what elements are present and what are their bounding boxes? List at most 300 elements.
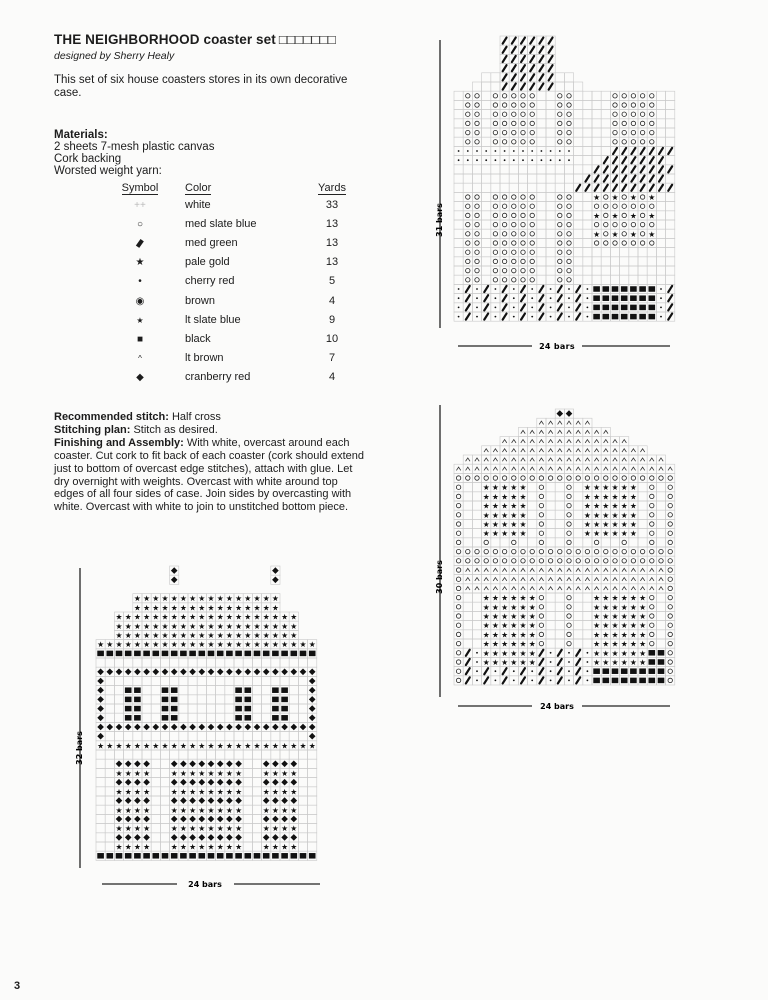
svg-text:★: ★ <box>207 612 215 622</box>
svg-text:★: ★ <box>115 621 123 631</box>
svg-text:★: ★ <box>620 529 628 539</box>
svg-text:★: ★ <box>244 594 252 604</box>
svg-text:★: ★ <box>611 193 619 203</box>
svg-text:★: ★ <box>510 593 518 603</box>
svg-text:★: ★ <box>115 612 123 622</box>
svg-text:★: ★ <box>491 621 499 631</box>
legend-color: med slate blue <box>185 217 257 230</box>
svg-text:★: ★ <box>143 787 151 797</box>
svg-text:★: ★ <box>271 805 279 815</box>
svg-text:★: ★ <box>179 603 187 613</box>
svg-text:★: ★ <box>510 648 518 658</box>
legend-yards: 4 <box>328 371 336 384</box>
svg-text:★: ★ <box>602 602 610 612</box>
svg-text:★: ★ <box>115 631 123 641</box>
svg-text:★: ★ <box>253 594 261 604</box>
svg-text:★: ★ <box>491 658 499 668</box>
instruction-finishing: Finishing and Assembly: With white, overcast around each coaster. Cut cork to fit back of each coaster (cork should extend just to bottom of overcast edge stitches), attach with glue. Let dry overnight with weights. Overcast with white around top edges of all four sides of case. Join sides by overcasting with white. Overcast with white to join to unstitched bottom piece. <box>54 436 364 514</box>
svg-text:★: ★ <box>629 612 637 622</box>
svg-text:★: ★ <box>115 741 123 751</box>
svg-text:★: ★ <box>510 612 518 622</box>
svg-text:★: ★ <box>528 593 536 603</box>
svg-text:★: ★ <box>281 769 289 779</box>
svg-text:★: ★ <box>629 602 637 612</box>
svg-text:★: ★ <box>501 658 509 668</box>
title-boxes: □□□□□□□ <box>278 32 336 47</box>
dot-symbol-icon: • <box>138 276 142 288</box>
svg-text:★: ★ <box>244 621 252 631</box>
svg-text:★: ★ <box>133 603 141 613</box>
svg-text:★: ★ <box>106 640 114 650</box>
svg-text:★: ★ <box>593 639 601 649</box>
svg-text:★: ★ <box>281 842 289 852</box>
legend-row <box>95 214 367 233</box>
svg-text:★: ★ <box>620 593 628 603</box>
svg-text:★: ★ <box>161 594 169 604</box>
svg-text:★: ★ <box>133 842 141 852</box>
svg-text:★: ★ <box>602 593 610 603</box>
svg-text:★: ★ <box>299 741 307 751</box>
svg-text:★: ★ <box>143 741 151 751</box>
svg-text:★: ★ <box>593 602 601 612</box>
svg-text:★: ★ <box>198 805 206 815</box>
legend-yards: 13 <box>325 256 339 269</box>
svg-text:★: ★ <box>510 520 518 530</box>
legend-yards: 7 <box>328 352 336 365</box>
svg-text:★: ★ <box>143 631 151 641</box>
svg-text:★: ★ <box>115 787 123 797</box>
svg-text:★: ★ <box>281 612 289 622</box>
svg-text:★: ★ <box>115 640 123 650</box>
svg-text:★: ★ <box>593 621 601 631</box>
svg-text:★: ★ <box>216 612 224 622</box>
svg-text:★: ★ <box>308 640 316 650</box>
legend-color: cranberry red <box>185 371 251 384</box>
svg-text:★: ★ <box>143 603 151 613</box>
svg-text:★: ★ <box>482 501 490 511</box>
legend-row <box>95 195 367 214</box>
svg-text:★: ★ <box>244 612 252 622</box>
plus-symbol-icon: ++ <box>134 199 146 211</box>
svg-text:★: ★ <box>170 621 178 631</box>
svg-text:★: ★ <box>170 612 178 622</box>
svg-text:★: ★ <box>602 510 610 520</box>
legend-header-row <box>95 181 367 195</box>
svg-text:★: ★ <box>207 842 215 852</box>
svg-text:★: ★ <box>281 621 289 631</box>
svg-text:★: ★ <box>271 824 279 834</box>
legend-yards: 13 <box>325 217 339 230</box>
slash-symbol-icon: ▮ <box>134 237 146 250</box>
legend-row <box>95 368 367 387</box>
svg-text:★: ★ <box>225 631 233 641</box>
square-symbol-icon: ■ <box>136 333 144 345</box>
chart-height-label: 30 bars <box>435 560 444 594</box>
svg-text:★: ★ <box>602 621 610 631</box>
svg-text:★: ★ <box>593 520 601 530</box>
svg-text:★: ★ <box>207 594 215 604</box>
coaster-chart-top-right <box>432 30 682 360</box>
svg-text:★: ★ <box>170 631 178 641</box>
svg-text:★: ★ <box>602 612 610 622</box>
svg-text:★: ★ <box>244 603 252 613</box>
small-star-symbol-icon: ★ <box>136 315 144 325</box>
svg-text:★: ★ <box>124 824 132 834</box>
svg-text:★: ★ <box>207 787 215 797</box>
svg-text:★: ★ <box>501 492 509 502</box>
svg-text:★: ★ <box>620 612 628 622</box>
svg-text:★: ★ <box>510 658 518 668</box>
svg-text:★: ★ <box>152 621 160 631</box>
svg-text:★: ★ <box>207 621 215 631</box>
svg-text:★: ★ <box>611 510 619 520</box>
svg-text:★: ★ <box>639 658 647 668</box>
instruction-plan: Stitching plan: Stitch as desired. <box>54 423 218 436</box>
svg-text:★: ★ <box>519 501 527 511</box>
svg-text:★: ★ <box>207 769 215 779</box>
svg-text:★: ★ <box>179 842 187 852</box>
svg-text:★: ★ <box>593 483 601 493</box>
legend-yards: 9 <box>328 313 336 326</box>
svg-text:★: ★ <box>528 648 536 658</box>
svg-text:★: ★ <box>501 621 509 631</box>
svg-text:★: ★ <box>216 769 224 779</box>
svg-text:★: ★ <box>629 211 637 221</box>
svg-text:★: ★ <box>519 510 527 520</box>
canvas-grid <box>96 566 317 860</box>
svg-text:★: ★ <box>189 787 197 797</box>
svg-text:★: ★ <box>482 612 490 622</box>
svg-text:★: ★ <box>97 640 105 650</box>
svg-text:★: ★ <box>611 593 619 603</box>
svg-text:★: ★ <box>290 842 298 852</box>
svg-text:★: ★ <box>629 630 637 640</box>
svg-text:★: ★ <box>482 529 490 539</box>
svg-text:★: ★ <box>161 741 169 751</box>
svg-text:★: ★ <box>189 769 197 779</box>
svg-text:★: ★ <box>528 612 536 622</box>
svg-text:★: ★ <box>235 594 243 604</box>
svg-text:★: ★ <box>620 648 628 658</box>
svg-text:★: ★ <box>189 612 197 622</box>
svg-text:★: ★ <box>501 639 509 649</box>
svg-text:★: ★ <box>491 602 499 612</box>
svg-text:★: ★ <box>611 483 619 493</box>
svg-text:★: ★ <box>491 630 499 640</box>
svg-text:★: ★ <box>611 648 619 658</box>
svg-text:★: ★ <box>482 648 490 658</box>
svg-text:★: ★ <box>143 594 151 604</box>
svg-text:★: ★ <box>501 602 509 612</box>
legend-yards: 13 <box>325 236 339 249</box>
svg-text:★: ★ <box>583 501 591 511</box>
svg-text:★: ★ <box>501 510 509 520</box>
svg-text:★: ★ <box>253 621 261 631</box>
svg-text:★: ★ <box>216 603 224 613</box>
svg-text:★: ★ <box>124 621 132 631</box>
svg-text:★: ★ <box>519 658 527 668</box>
svg-text:★: ★ <box>629 229 637 239</box>
svg-text:★: ★ <box>161 603 169 613</box>
svg-text:★: ★ <box>510 621 518 631</box>
svg-text:★: ★ <box>115 805 123 815</box>
svg-text:★: ★ <box>143 824 151 834</box>
svg-text:★: ★ <box>519 648 527 658</box>
svg-text:★: ★ <box>143 842 151 852</box>
svg-text:★: ★ <box>207 824 215 834</box>
legend-yards: 33 <box>325 198 339 211</box>
svg-text:★: ★ <box>629 492 637 502</box>
svg-text:★: ★ <box>253 612 261 622</box>
svg-text:★: ★ <box>161 640 169 650</box>
svg-text:★: ★ <box>152 594 160 604</box>
svg-text:★: ★ <box>262 787 270 797</box>
svg-text:★: ★ <box>491 520 499 530</box>
svg-text:★: ★ <box>620 483 628 493</box>
svg-text:★: ★ <box>262 842 270 852</box>
svg-text:★: ★ <box>639 648 647 658</box>
svg-text:★: ★ <box>262 612 270 622</box>
svg-text:★: ★ <box>602 529 610 539</box>
svg-text:★: ★ <box>115 842 123 852</box>
svg-text:★: ★ <box>143 769 151 779</box>
svg-text:★: ★ <box>198 787 206 797</box>
svg-text:★: ★ <box>225 824 233 834</box>
svg-text:★: ★ <box>501 529 509 539</box>
svg-text:★: ★ <box>124 640 132 650</box>
svg-text:★: ★ <box>620 621 628 631</box>
svg-text:★: ★ <box>262 640 270 650</box>
svg-text:★: ★ <box>290 741 298 751</box>
svg-text:★: ★ <box>271 842 279 852</box>
svg-text:★: ★ <box>170 769 178 779</box>
svg-text:★: ★ <box>235 769 243 779</box>
svg-text:★: ★ <box>620 639 628 649</box>
svg-text:★: ★ <box>602 639 610 649</box>
svg-text:★: ★ <box>253 631 261 641</box>
svg-text:★: ★ <box>629 639 637 649</box>
svg-text:★: ★ <box>124 842 132 852</box>
svg-text:★: ★ <box>179 769 187 779</box>
svg-text:★: ★ <box>244 640 252 650</box>
svg-text:★: ★ <box>290 769 298 779</box>
svg-text:★: ★ <box>262 594 270 604</box>
svg-text:★: ★ <box>170 824 178 834</box>
svg-text:★: ★ <box>290 631 298 641</box>
svg-text:★: ★ <box>152 612 160 622</box>
svg-text:★: ★ <box>519 621 527 631</box>
svg-text:★: ★ <box>235 612 243 622</box>
page-number: 3 <box>14 980 21 992</box>
svg-text:★: ★ <box>225 805 233 815</box>
legend-color: med green <box>185 236 238 249</box>
svg-text:★: ★ <box>189 842 197 852</box>
legend-row <box>95 310 367 329</box>
svg-text:★: ★ <box>602 492 610 502</box>
svg-text:★: ★ <box>510 602 518 612</box>
svg-text:★: ★ <box>124 769 132 779</box>
svg-text:★: ★ <box>491 593 499 603</box>
svg-text:★: ★ <box>216 842 224 852</box>
svg-text:★: ★ <box>216 741 224 751</box>
svg-text:★: ★ <box>501 612 509 622</box>
svg-text:★: ★ <box>133 631 141 641</box>
intro-paragraph: This set of six house coasters stores in its own decorative case. <box>54 74 348 99</box>
svg-text:★: ★ <box>629 520 637 530</box>
svg-text:★: ★ <box>611 630 619 640</box>
svg-text:★: ★ <box>501 648 509 658</box>
svg-text:★: ★ <box>189 603 197 613</box>
svg-text:★: ★ <box>583 510 591 520</box>
svg-text:★: ★ <box>198 621 206 631</box>
svg-text:★: ★ <box>519 612 527 622</box>
svg-text:★: ★ <box>189 741 197 751</box>
svg-text:★: ★ <box>620 492 628 502</box>
svg-text:★: ★ <box>308 741 316 751</box>
svg-text:★: ★ <box>124 787 132 797</box>
svg-text:★: ★ <box>133 787 141 797</box>
svg-text:★: ★ <box>124 741 132 751</box>
svg-text:★: ★ <box>115 824 123 834</box>
legend-color: white <box>185 198 211 211</box>
svg-text:★: ★ <box>124 805 132 815</box>
page-title <box>54 32 336 47</box>
svg-text:★: ★ <box>271 640 279 650</box>
svg-text:★: ★ <box>216 787 224 797</box>
svg-text:★: ★ <box>510 639 518 649</box>
svg-text:★: ★ <box>593 658 601 668</box>
svg-text:★: ★ <box>281 805 289 815</box>
svg-text:★: ★ <box>519 602 527 612</box>
materials-line: Worsted weight yarn: <box>54 165 162 177</box>
svg-text:★: ★ <box>491 612 499 622</box>
svg-text:★: ★ <box>235 621 243 631</box>
svg-text:★: ★ <box>281 787 289 797</box>
svg-text:★: ★ <box>620 658 628 668</box>
svg-text:★: ★ <box>225 787 233 797</box>
svg-text:★: ★ <box>198 824 206 834</box>
svg-text:★: ★ <box>593 510 601 520</box>
svg-text:★: ★ <box>620 501 628 511</box>
svg-text:★: ★ <box>290 621 298 631</box>
svg-text:★: ★ <box>639 612 647 622</box>
canvas-grid <box>454 36 675 321</box>
svg-text:★: ★ <box>170 741 178 751</box>
svg-text:★: ★ <box>143 640 151 650</box>
svg-text:★: ★ <box>491 510 499 520</box>
svg-text:★: ★ <box>593 193 601 203</box>
svg-text:★: ★ <box>225 612 233 622</box>
svg-text:★: ★ <box>491 639 499 649</box>
svg-text:★: ★ <box>179 612 187 622</box>
svg-text:★: ★ <box>161 612 169 622</box>
svg-text:★: ★ <box>225 603 233 613</box>
svg-text:★: ★ <box>583 492 591 502</box>
svg-text:★: ★ <box>179 621 187 631</box>
svg-text:★: ★ <box>170 603 178 613</box>
materials-line: Cork backing <box>54 153 122 165</box>
svg-text:★: ★ <box>519 593 527 603</box>
svg-text:★: ★ <box>510 510 518 520</box>
svg-text:★: ★ <box>97 741 105 751</box>
svg-text:★: ★ <box>593 211 601 221</box>
svg-text:★: ★ <box>501 630 509 640</box>
svg-text:★: ★ <box>235 842 243 852</box>
svg-text:★: ★ <box>281 824 289 834</box>
svg-text:★: ★ <box>528 639 536 649</box>
svg-text:★: ★ <box>106 741 114 751</box>
svg-text:★: ★ <box>271 769 279 779</box>
svg-text:★: ★ <box>216 594 224 604</box>
svg-text:★: ★ <box>501 593 509 603</box>
svg-text:★: ★ <box>179 741 187 751</box>
svg-text:★: ★ <box>170 842 178 852</box>
svg-text:★: ★ <box>510 483 518 493</box>
svg-text:★: ★ <box>189 621 197 631</box>
svg-text:★: ★ <box>629 648 637 658</box>
svg-text:★: ★ <box>253 741 261 751</box>
svg-text:★: ★ <box>271 612 279 622</box>
svg-text:★: ★ <box>501 483 509 493</box>
svg-text:★: ★ <box>611 229 619 239</box>
svg-text:★: ★ <box>593 229 601 239</box>
coaster-chart-bottom-left <box>72 558 332 893</box>
svg-text:★: ★ <box>189 631 197 641</box>
svg-text:★: ★ <box>519 639 527 649</box>
svg-text:★: ★ <box>207 805 215 815</box>
svg-text:★: ★ <box>198 594 206 604</box>
svg-text:★: ★ <box>491 529 499 539</box>
svg-text:★: ★ <box>491 492 499 502</box>
legend-row <box>95 329 367 348</box>
legend-color: lt slate blue <box>185 313 241 326</box>
svg-text:★: ★ <box>133 824 141 834</box>
legend-header-yards: Yards <box>318 182 346 194</box>
svg-text:★: ★ <box>271 603 279 613</box>
legend-color: pale gold <box>185 256 230 269</box>
svg-text:★: ★ <box>491 648 499 658</box>
designer-byline: designed by Sherry Healy <box>54 50 175 62</box>
svg-text:★: ★ <box>262 621 270 631</box>
legend-yards: 5 <box>328 275 336 288</box>
legend-row <box>95 272 367 291</box>
svg-text:★: ★ <box>620 602 628 612</box>
star-symbol-icon: ★ <box>135 257 145 269</box>
svg-text:★: ★ <box>133 805 141 815</box>
legend-yards: 4 <box>328 294 336 307</box>
svg-text:★: ★ <box>216 621 224 631</box>
svg-text:★: ★ <box>133 769 141 779</box>
svg-text:★: ★ <box>152 741 160 751</box>
svg-text:★: ★ <box>629 193 637 203</box>
svg-text:★: ★ <box>519 520 527 530</box>
svg-text:★: ★ <box>133 621 141 631</box>
svg-text:★: ★ <box>510 529 518 539</box>
svg-text:★: ★ <box>179 805 187 815</box>
svg-text:★: ★ <box>501 501 509 511</box>
svg-text:★: ★ <box>198 640 206 650</box>
svg-text:★: ★ <box>225 842 233 852</box>
svg-text:★: ★ <box>519 529 527 539</box>
svg-text:★: ★ <box>629 501 637 511</box>
svg-text:★: ★ <box>620 630 628 640</box>
svg-text:★: ★ <box>216 824 224 834</box>
svg-text:★: ★ <box>235 631 243 641</box>
chart-height-label: 31 bars <box>435 203 444 237</box>
materials-line: 2 sheets 7-mesh plastic canvas <box>54 141 215 153</box>
svg-text:★: ★ <box>482 621 490 631</box>
chart-width-label: 24 bars <box>540 702 574 711</box>
